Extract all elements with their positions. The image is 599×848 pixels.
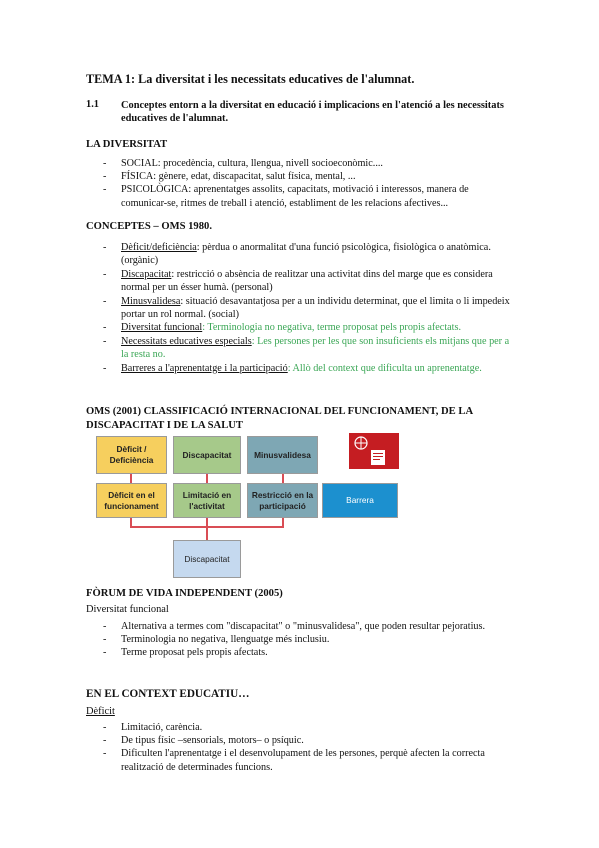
diversitat-heading: LA DIVERSITAT bbox=[86, 139, 168, 150]
diagram-box-discapacitat-bottom: Discapacitat bbox=[173, 540, 241, 578]
term: Necessitats educatives especials bbox=[121, 335, 252, 347]
connector-line bbox=[130, 474, 132, 483]
definition: : pèrdua o anormalitat d'una funció psicològica, fisiològica o anatòmica. (orgànic) bbox=[121, 242, 491, 267]
list-item: - Terminologia no negativa, llenguatge més inclusiu. bbox=[96, 633, 491, 646]
definition: : situació desavantatjosa per a un individu determinat, que el limita o li impedeix portar un rol normal. (social) bbox=[121, 295, 510, 321]
oms1980-heading: CONCEPTES – OMS 1980. bbox=[86, 221, 212, 232]
list-item bbox=[96, 241, 516, 268]
list-item: - Limitació, carència. bbox=[96, 721, 496, 734]
list-item bbox=[96, 362, 516, 375]
list-item: - Alternativa a termes com "discapacitat" o "minusvalidesa", que poden resultar pejoratius. bbox=[96, 620, 491, 633]
context-subtitle: Dèficit bbox=[86, 706, 115, 717]
list-item: - Dificulten l'aprenentatge i el desenvolupament de les persones, perquè afecten la correcta realització de determinades funcions. bbox=[96, 747, 496, 773]
definition: : Les persones per les que son insuficients els mitjans que per a la resta no. bbox=[121, 335, 510, 361]
list-item: - SOCIAL: procedència, cultura, llengua, nivell socioeconòmic.... bbox=[96, 157, 516, 170]
list-item: - Terme proposat pels propis afectats. bbox=[96, 646, 491, 659]
term: Discapacitat bbox=[121, 268, 172, 280]
forum-subtitle: Diversitat funcional bbox=[86, 604, 169, 615]
diagram-box-minusvalidesa: Minusvalidesa bbox=[247, 436, 318, 474]
list-item bbox=[96, 268, 516, 295]
diagram-box-deficit-funcionament: Dèficit en el funcionament bbox=[96, 483, 167, 518]
list-item: - De tipus físic –sensorials, motors– o psíquic. bbox=[96, 734, 496, 747]
list-item bbox=[96, 295, 516, 322]
connector-line bbox=[130, 526, 284, 528]
oms2001-heading-line1: OMS (2001) CLASSIFICACIÓ INTERNACIONAL DEL FUNCIONAMENT, DE LA bbox=[86, 406, 474, 417]
definition: : restricció o absència de realitzar una activitat dins del marge que es considera normal per un ésser humà. (personal) bbox=[121, 268, 493, 294]
diagram-box-barrera: Barrera bbox=[322, 483, 398, 518]
diagram-box-restriccio-participacio: Restricció en la participació bbox=[247, 483, 318, 518]
term: Dèficit/deficiència bbox=[121, 242, 197, 253]
connector-line bbox=[206, 474, 208, 483]
section-title: Conceptes entorn a la diversitat en educació i implicacions en l'atenció a les necessitats educatives de l'alumnat. bbox=[121, 100, 504, 124]
diagram-box-discapacitat: Discapacitat bbox=[173, 436, 241, 474]
term: Diversitat funcional bbox=[121, 322, 203, 334]
list-item bbox=[96, 335, 516, 362]
forum-heading: FÒRUM DE VIDA INDEPENDENT (2005) bbox=[86, 588, 283, 599]
who-logo-icon bbox=[349, 433, 399, 469]
list-item: - PSICOLÒGICA: aprenentatges assolits, capacitats, motivació i interessos, manera de comunicar-se, ritmes de treball i atenció, establiment de les relacions afectives... bbox=[96, 183, 516, 209]
definition: : Allò del context que dificulta un aprenentatge. bbox=[287, 362, 482, 374]
diagram-box-deficit: Dèficit / Deficiència bbox=[96, 436, 167, 474]
list-item bbox=[96, 321, 516, 334]
oms1980-list bbox=[96, 241, 516, 375]
diagram-box-limitacio-activitat: Limitació en l'activitat bbox=[173, 483, 241, 518]
term: Barreres a l'aprenentatge i la participació bbox=[121, 362, 288, 374]
context-list bbox=[96, 721, 496, 774]
connector-line bbox=[206, 518, 208, 540]
section-number: 1.1 bbox=[86, 99, 99, 110]
connector-line bbox=[282, 474, 284, 483]
oms2001-heading-line2: DISCAPACITAT I DE LA SALUT bbox=[86, 420, 243, 431]
definition: : Terminologia no negativa, terme proposat pels propis afectats. bbox=[202, 322, 462, 334]
context-heading: EN EL CONTEXT EDUCATIU… bbox=[86, 688, 250, 700]
forum-list bbox=[96, 620, 491, 660]
doc-title: TEMA 1: La diversitat i les necessitats educatives de l'alumnat. bbox=[86, 72, 415, 86]
list-item: - FÍSICA: gènere, edat, discapacitat, salut física, mental, ... bbox=[96, 170, 516, 183]
term: Minusvalidesa bbox=[121, 295, 181, 307]
diversitat-list bbox=[96, 157, 516, 210]
